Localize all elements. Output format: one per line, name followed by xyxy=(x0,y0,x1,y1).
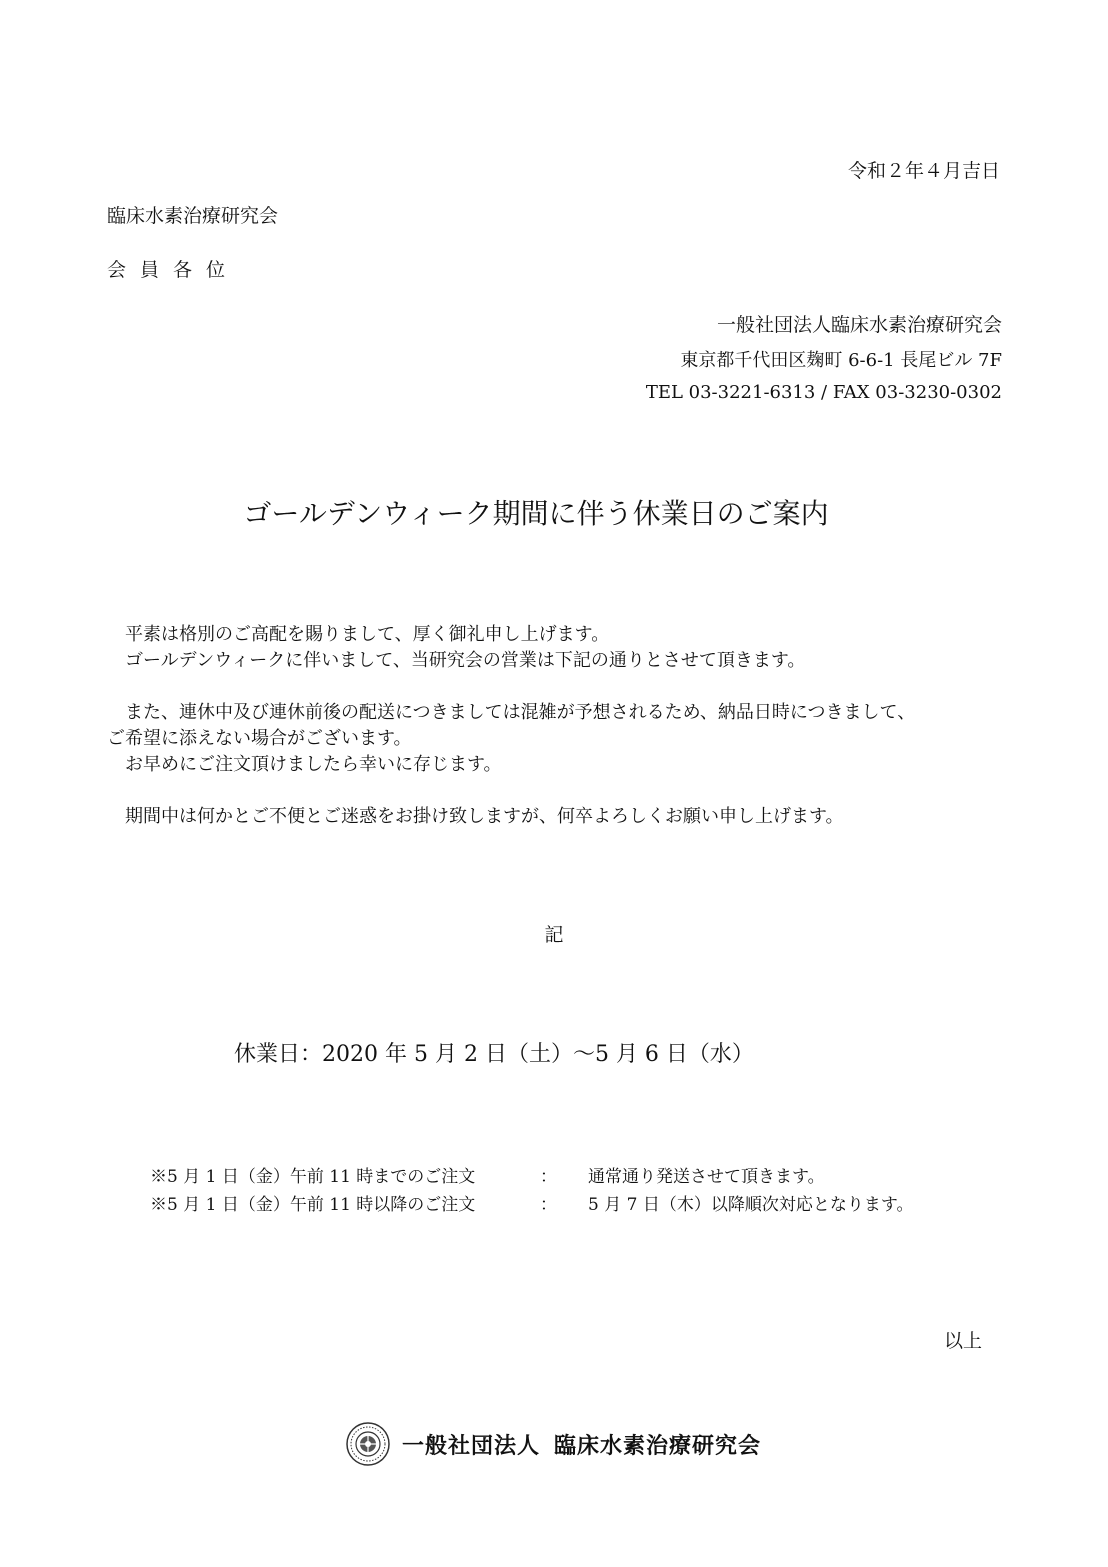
letter-body xyxy=(107,622,915,830)
note-row xyxy=(150,1191,913,1219)
footer-org-name: 臨床水素治療研究会 xyxy=(554,1433,762,1459)
order-notes xyxy=(150,1163,913,1219)
sender-name: 一般社団法人臨床水素治療研究会 xyxy=(716,314,1002,336)
note-separator: ： xyxy=(540,1195,557,1215)
sender-address: 東京都千代田区麹町 6-6-1 長尾ビル 7F xyxy=(680,350,1002,371)
body-line: お早めにご注文頂けましたら幸いに存じます。 xyxy=(125,754,502,775)
note-condition: ※5 月 1 日（金）午前 11 時以降のご注文 xyxy=(150,1195,476,1215)
closing-ijo: 以上 xyxy=(943,1330,982,1352)
note-row xyxy=(150,1163,913,1191)
body-line: ご希望に添えない場合がございます。 xyxy=(107,728,412,749)
body-line: 期間中は何かとご不便とご迷惑をお掛け致しますが、何卒よろしくお願い申し上げます。 xyxy=(125,806,844,827)
document-title: ゴールデンウィーク期間に伴う休業日のご案内 xyxy=(243,497,829,530)
sender-block xyxy=(646,312,1002,406)
body-line: ゴールデンウィークに伴いまして、当研究会の営業は下記の通りとさせて頂きます。 xyxy=(125,650,806,671)
body-line: 平素は格別のご高配を賜りまして、厚く御礼申し上げます。 xyxy=(125,624,610,645)
sender-contact: TEL 03-3221-6313 / FAX 03-3230-0302 xyxy=(645,382,1002,403)
note-condition: ※5 月 1 日（金）午前 11 時までのご注文 xyxy=(150,1167,476,1187)
note-separator: ： xyxy=(540,1167,557,1187)
holiday-period: 休業日：2020 年 5 月 2 日（土）～5 月 6 日（水） xyxy=(234,1042,754,1067)
document-date: 令和２年４月吉日 xyxy=(847,160,1000,182)
recipient-organization: 臨床水素治療研究会 xyxy=(107,205,279,227)
ki-heading: 記 xyxy=(544,924,564,946)
footer-org-type: 一般社団法人 xyxy=(402,1433,541,1459)
recipient-members: 会員各位 xyxy=(107,259,240,281)
footer-organization xyxy=(346,1422,761,1466)
note-result: 通常通り発送させて頂きます。 xyxy=(588,1167,825,1187)
body-line: また、連休中及び連休前後の配送につきましては混雑が予想されるため、納品日時につきまして、 xyxy=(125,702,916,723)
note-result: 5 月 7 日（木）以降順次対応となります。 xyxy=(588,1195,914,1215)
organization-seal-icon xyxy=(346,1422,390,1466)
